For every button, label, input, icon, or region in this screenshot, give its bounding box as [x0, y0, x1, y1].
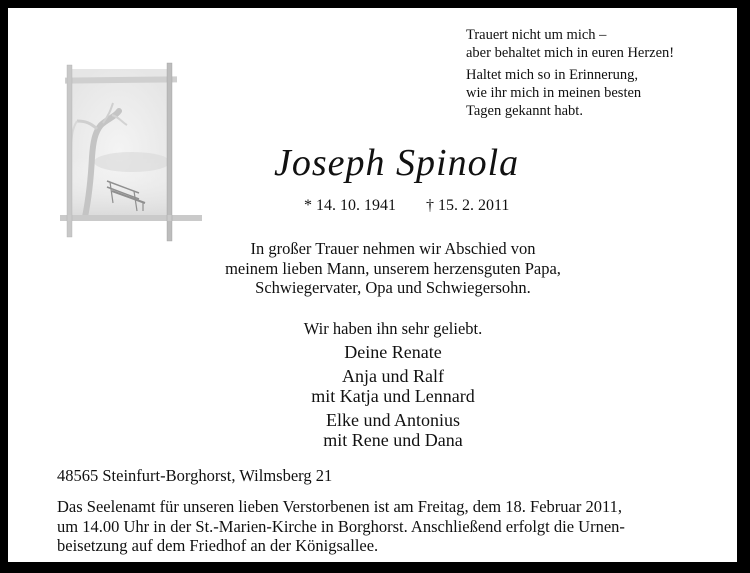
memorial-poem	[466, 26, 674, 124]
family-member: Elke und Antonius	[326, 410, 460, 430]
poem-line: aber behaltet mich in euren Herzen!	[466, 45, 675, 61]
family-group	[188, 366, 598, 406]
birth-date: * 14. 10. 1941	[304, 197, 396, 214]
family-member: Deine Renate	[344, 342, 442, 362]
family-group	[188, 410, 598, 450]
poem-line: Haltet mich so in Erinnerung,	[466, 67, 638, 83]
poem-line: Trauert nicht um mich –	[466, 27, 607, 43]
life-dates	[304, 197, 509, 215]
service-line: beisetzung auf dem Friedhof an der Königsallee.	[57, 536, 379, 555]
death-date: † 15. 2. 2011	[426, 197, 510, 214]
service-details	[57, 497, 727, 556]
family-member: Anja und Ralf	[342, 366, 444, 386]
family-member: mit Katja und Lennard	[311, 386, 475, 406]
poem-stanza	[466, 66, 674, 120]
wooden-frame-tree-bench-sketch-icon	[57, 57, 207, 247]
poem-line: Tagen gekannt habt.	[466, 103, 583, 119]
service-line: um 14.00 Uhr in der St.-Marien-Kirche in Borghorst. Anschließend erfolgt die Urnen-	[57, 516, 625, 536]
announcement-line: meinem lieben Mann, unserem herzensguten Papa,	[225, 258, 561, 278]
family-member: mit Rene und Dana	[323, 430, 463, 450]
family-signatures	[188, 319, 598, 454]
announcement-line: Schwiegervater, Opa und Schwiegersohn.	[255, 278, 531, 297]
family-group	[188, 342, 598, 362]
family-address: 48565 Steinfurt-Borghorst, Wilmsberg 21	[57, 466, 333, 485]
obituary-notice	[8, 8, 737, 562]
service-line: Das Seelenamt für unseren lieben Verstorbenen ist am Freitag, dem 18. Februar 2011,	[57, 497, 622, 516]
deceased-name: Joseph Spinola	[274, 142, 520, 184]
family-lead-line: Wir haben ihn sehr geliebt.	[303, 319, 483, 338]
announcement-line: In großer Trauer nehmen wir Abschied von	[250, 239, 536, 258]
poem-stanza	[466, 26, 674, 62]
poem-line: wie ihr mich in meinen besten	[466, 85, 642, 101]
announcement-text	[188, 239, 598, 298]
